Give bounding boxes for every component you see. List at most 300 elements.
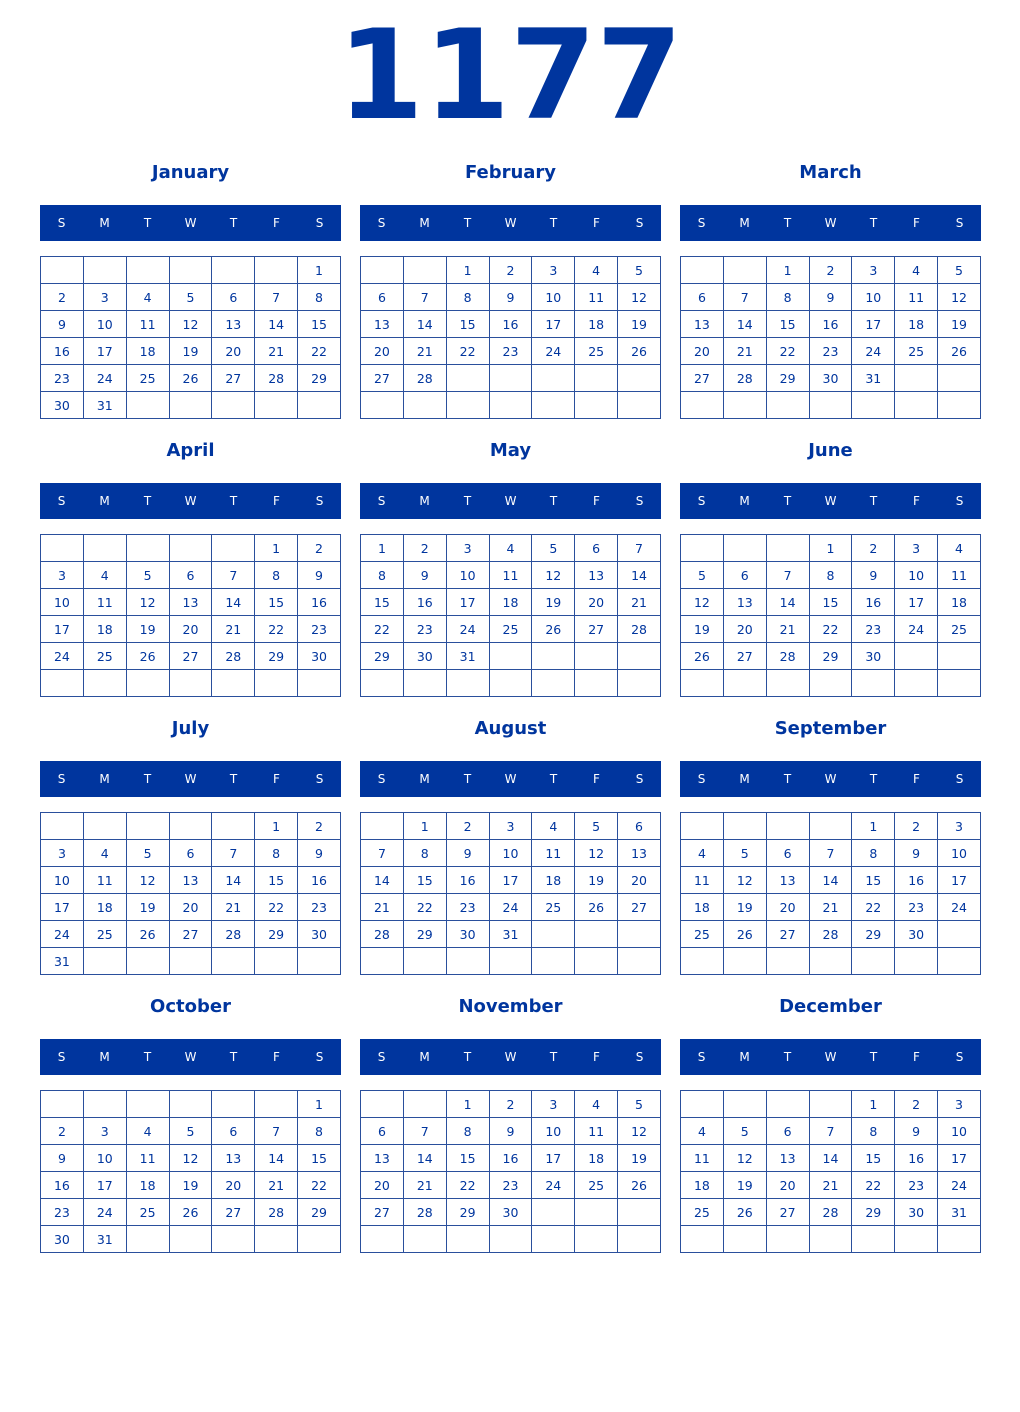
day-cell: 1 xyxy=(852,813,895,840)
day-cell: 21 xyxy=(723,338,766,365)
day-cell: 7 xyxy=(618,535,661,562)
day-cell: 6 xyxy=(766,840,809,867)
month-title: March xyxy=(799,162,862,183)
empty-cell xyxy=(852,948,895,975)
empty-cell xyxy=(895,643,938,670)
day-cell: 7 xyxy=(809,840,852,867)
day-cell: 12 xyxy=(575,840,618,867)
empty-cell xyxy=(723,948,766,975)
day-cell: 14 xyxy=(255,311,298,338)
weekday-label: S xyxy=(377,772,386,786)
week-row xyxy=(681,1172,981,1199)
day-cell: 2 xyxy=(809,257,852,284)
day-cell: 14 xyxy=(809,867,852,894)
day-cell: 16 xyxy=(41,1172,84,1199)
empty-cell xyxy=(575,948,618,975)
weekday-label: F xyxy=(913,1050,920,1064)
day-cell: 17 xyxy=(895,589,938,616)
day-cell: 6 xyxy=(766,1118,809,1145)
empty-cell xyxy=(852,670,895,697)
empty-cell xyxy=(83,813,126,840)
day-cell: 9 xyxy=(298,840,341,867)
day-grid xyxy=(40,1090,341,1253)
day-cell: 28 xyxy=(403,1199,446,1226)
week-row xyxy=(41,1172,341,1199)
weekday-label: S xyxy=(955,216,964,230)
empty-cell xyxy=(938,1226,981,1253)
day-grid xyxy=(40,256,341,419)
day-cell: 17 xyxy=(446,589,489,616)
weekday-label: T xyxy=(869,494,878,508)
empty-cell xyxy=(169,670,212,697)
week-row xyxy=(41,948,341,975)
day-cell: 20 xyxy=(575,589,618,616)
empty-cell xyxy=(169,535,212,562)
day-cell: 19 xyxy=(618,311,661,338)
day-cell: 25 xyxy=(895,338,938,365)
day-cell: 2 xyxy=(895,813,938,840)
empty-cell xyxy=(489,643,532,670)
day-cell: 22 xyxy=(446,1172,489,1199)
day-cell: 7 xyxy=(403,1118,446,1145)
empty-cell xyxy=(126,813,169,840)
day-cell: 4 xyxy=(489,535,532,562)
weekday-label: M xyxy=(419,216,430,230)
day-cell: 16 xyxy=(489,1145,532,1172)
day-cell: 27 xyxy=(212,1199,255,1226)
day-cell: 13 xyxy=(169,867,212,894)
day-cell: 11 xyxy=(489,562,532,589)
day-cell: 4 xyxy=(938,535,981,562)
day-cell: 17 xyxy=(938,867,981,894)
day-cell: 3 xyxy=(41,840,84,867)
week-row xyxy=(681,1226,981,1253)
day-cell: 12 xyxy=(723,1145,766,1172)
empty-cell xyxy=(895,365,938,392)
day-cell: 18 xyxy=(575,311,618,338)
week-row xyxy=(681,894,981,921)
day-cell: 30 xyxy=(298,921,341,948)
week-row xyxy=(361,643,661,670)
day-cell: 22 xyxy=(852,1172,895,1199)
empty-cell xyxy=(809,670,852,697)
day-cell: 17 xyxy=(938,1145,981,1172)
empty-cell xyxy=(255,1091,298,1118)
day-cell: 6 xyxy=(361,1118,404,1145)
day-cell: 6 xyxy=(723,562,766,589)
weekday-label: T xyxy=(783,1050,792,1064)
weekday-header xyxy=(40,1039,341,1075)
empty-cell xyxy=(489,365,532,392)
day-cell: 1 xyxy=(446,1091,489,1118)
day-cell: 22 xyxy=(852,894,895,921)
empty-cell xyxy=(938,948,981,975)
empty-cell xyxy=(575,670,618,697)
day-cell: 6 xyxy=(575,535,618,562)
empty-cell xyxy=(83,535,126,562)
weekday-header xyxy=(40,483,341,519)
day-cell: 13 xyxy=(212,311,255,338)
week-row xyxy=(681,338,981,365)
empty-cell xyxy=(575,921,618,948)
empty-cell xyxy=(766,535,809,562)
day-cell: 14 xyxy=(618,562,661,589)
day-cell: 2 xyxy=(895,1091,938,1118)
empty-cell xyxy=(126,257,169,284)
day-cell: 8 xyxy=(361,562,404,589)
day-cell: 31 xyxy=(938,1199,981,1226)
day-cell: 9 xyxy=(446,840,489,867)
day-cell: 28 xyxy=(809,1199,852,1226)
weekday-label: S xyxy=(315,1050,324,1064)
week-row xyxy=(361,1091,661,1118)
day-cell: 22 xyxy=(403,894,446,921)
weekday-label: F xyxy=(273,216,280,230)
day-cell: 5 xyxy=(126,840,169,867)
day-cell: 30 xyxy=(41,392,84,419)
weekday-header xyxy=(360,761,661,797)
weekday-label: W xyxy=(184,1050,197,1064)
empty-cell xyxy=(766,948,809,975)
week-row xyxy=(41,840,341,867)
week-row xyxy=(681,670,981,697)
day-cell: 29 xyxy=(809,643,852,670)
week-row xyxy=(41,338,341,365)
week-row xyxy=(681,813,981,840)
day-cell: 2 xyxy=(446,813,489,840)
week-row xyxy=(41,1091,341,1118)
week-row xyxy=(41,867,341,894)
empty-cell xyxy=(575,392,618,419)
empty-cell xyxy=(361,670,404,697)
weekday-label: T xyxy=(229,772,238,786)
day-cell: 3 xyxy=(532,257,575,284)
day-cell: 26 xyxy=(169,1199,212,1226)
empty-cell xyxy=(575,365,618,392)
day-cell: 1 xyxy=(446,257,489,284)
day-cell: 28 xyxy=(403,365,446,392)
empty-cell xyxy=(212,535,255,562)
weekday-label: M xyxy=(739,1050,750,1064)
week-row xyxy=(41,813,341,840)
day-cell: 30 xyxy=(489,1199,532,1226)
empty-cell xyxy=(361,948,404,975)
day-cell: 10 xyxy=(532,284,575,311)
day-cell: 9 xyxy=(298,562,341,589)
day-cell: 27 xyxy=(681,365,724,392)
weekday-label: T xyxy=(143,772,152,786)
day-cell: 16 xyxy=(895,1145,938,1172)
empty-cell xyxy=(446,365,489,392)
day-cell: 17 xyxy=(532,1145,575,1172)
day-cell: 12 xyxy=(681,589,724,616)
empty-cell xyxy=(938,365,981,392)
week-row xyxy=(681,1091,981,1118)
day-cell: 4 xyxy=(681,1118,724,1145)
day-cell: 3 xyxy=(489,813,532,840)
empty-cell xyxy=(126,392,169,419)
weekday-label: T xyxy=(783,494,792,508)
day-cell: 8 xyxy=(403,840,446,867)
week-row xyxy=(41,1226,341,1253)
week-row xyxy=(41,535,341,562)
day-cell: 25 xyxy=(489,616,532,643)
empty-cell xyxy=(403,670,446,697)
empty-cell xyxy=(212,670,255,697)
day-cell: 29 xyxy=(361,643,404,670)
day-cell: 3 xyxy=(938,813,981,840)
day-cell: 7 xyxy=(255,284,298,311)
empty-cell xyxy=(212,392,255,419)
empty-cell xyxy=(212,1091,255,1118)
day-cell: 17 xyxy=(852,311,895,338)
day-cell: 16 xyxy=(41,338,84,365)
empty-cell xyxy=(723,813,766,840)
weekday-label: W xyxy=(824,772,837,786)
empty-cell xyxy=(723,1226,766,1253)
empty-cell xyxy=(212,948,255,975)
weekday-label: S xyxy=(635,216,644,230)
weekday-label: T xyxy=(463,216,472,230)
day-cell: 27 xyxy=(618,894,661,921)
day-cell: 31 xyxy=(489,921,532,948)
day-cell: 30 xyxy=(895,921,938,948)
day-cell: 18 xyxy=(895,311,938,338)
day-cell: 1 xyxy=(809,535,852,562)
day-cell: 29 xyxy=(446,1199,489,1226)
day-cell: 13 xyxy=(766,1145,809,1172)
empty-cell xyxy=(681,392,724,419)
day-cell: 12 xyxy=(723,867,766,894)
week-row xyxy=(41,365,341,392)
day-grid xyxy=(680,256,981,419)
day-cell: 28 xyxy=(766,643,809,670)
weekday-label: T xyxy=(783,216,792,230)
week-row xyxy=(41,1199,341,1226)
day-cell: 30 xyxy=(852,643,895,670)
week-row xyxy=(41,589,341,616)
month-title: January xyxy=(151,162,230,183)
empty-cell xyxy=(255,392,298,419)
day-cell: 19 xyxy=(938,311,981,338)
month-title: November xyxy=(458,996,563,1017)
day-cell: 18 xyxy=(681,1172,724,1199)
empty-cell xyxy=(938,643,981,670)
weekday-label: F xyxy=(273,494,280,508)
week-row xyxy=(361,338,661,365)
week-row xyxy=(41,392,341,419)
weekday-label: T xyxy=(549,494,558,508)
week-row xyxy=(361,1199,661,1226)
day-cell: 19 xyxy=(126,894,169,921)
weekday-label: T xyxy=(463,772,472,786)
day-cell: 14 xyxy=(255,1145,298,1172)
day-cell: 27 xyxy=(723,643,766,670)
week-row xyxy=(41,1118,341,1145)
day-cell: 5 xyxy=(723,1118,766,1145)
day-cell: 6 xyxy=(212,284,255,311)
day-cell: 5 xyxy=(618,1091,661,1118)
day-cell: 22 xyxy=(298,1172,341,1199)
day-cell: 23 xyxy=(895,894,938,921)
day-cell: 27 xyxy=(169,643,212,670)
day-cell: 16 xyxy=(298,589,341,616)
day-cell: 21 xyxy=(809,894,852,921)
day-cell: 23 xyxy=(895,1172,938,1199)
day-cell: 27 xyxy=(361,365,404,392)
day-cell: 2 xyxy=(298,535,341,562)
day-cell: 10 xyxy=(938,1118,981,1145)
day-cell: 18 xyxy=(938,589,981,616)
day-cell: 21 xyxy=(212,616,255,643)
day-cell: 22 xyxy=(446,338,489,365)
day-cell: 9 xyxy=(489,1118,532,1145)
day-cell: 29 xyxy=(298,365,341,392)
day-cell: 7 xyxy=(212,840,255,867)
day-cell: 28 xyxy=(618,616,661,643)
day-cell: 11 xyxy=(126,311,169,338)
day-cell: 2 xyxy=(852,535,895,562)
day-cell: 3 xyxy=(532,1091,575,1118)
day-grid xyxy=(40,534,341,697)
day-cell: 2 xyxy=(298,813,341,840)
empty-cell xyxy=(938,392,981,419)
day-cell: 15 xyxy=(255,867,298,894)
day-cell: 4 xyxy=(126,284,169,311)
month-title: August xyxy=(474,718,547,739)
day-cell: 19 xyxy=(681,616,724,643)
day-cell: 26 xyxy=(618,1172,661,1199)
empty-cell xyxy=(41,813,84,840)
weekday-label: W xyxy=(824,1050,837,1064)
empty-cell xyxy=(403,257,446,284)
empty-cell xyxy=(766,1226,809,1253)
day-cell: 6 xyxy=(169,562,212,589)
week-row xyxy=(681,1199,981,1226)
weekday-label: F xyxy=(593,494,600,508)
weekday-label: M xyxy=(419,1050,430,1064)
day-cell: 24 xyxy=(83,365,126,392)
day-cell: 8 xyxy=(766,284,809,311)
weekday-label: M xyxy=(739,494,750,508)
day-cell: 23 xyxy=(41,365,84,392)
day-cell: 10 xyxy=(446,562,489,589)
month-title: September xyxy=(774,718,887,739)
week-row xyxy=(361,813,661,840)
day-cell: 13 xyxy=(766,867,809,894)
day-cell: 26 xyxy=(126,921,169,948)
day-cell: 14 xyxy=(212,867,255,894)
day-cell: 27 xyxy=(766,921,809,948)
day-cell: 3 xyxy=(41,562,84,589)
day-cell: 4 xyxy=(532,813,575,840)
empty-cell xyxy=(361,1091,404,1118)
day-cell: 23 xyxy=(446,894,489,921)
weekday-label: S xyxy=(57,1050,66,1064)
week-row xyxy=(361,392,661,419)
day-cell: 24 xyxy=(852,338,895,365)
day-cell: 3 xyxy=(446,535,489,562)
week-row xyxy=(361,284,661,311)
day-cell: 31 xyxy=(446,643,489,670)
day-cell: 2 xyxy=(41,1118,84,1145)
empty-cell xyxy=(169,392,212,419)
empty-cell xyxy=(169,813,212,840)
day-cell: 9 xyxy=(403,562,446,589)
empty-cell xyxy=(809,1091,852,1118)
month-title: June xyxy=(808,440,853,461)
day-cell: 22 xyxy=(361,616,404,643)
day-cell: 20 xyxy=(212,1172,255,1199)
weekday-label: T xyxy=(549,1050,558,1064)
empty-cell xyxy=(618,921,661,948)
day-cell: 16 xyxy=(895,867,938,894)
empty-cell xyxy=(532,643,575,670)
day-cell: 15 xyxy=(766,311,809,338)
day-cell: 21 xyxy=(403,338,446,365)
day-cell: 11 xyxy=(83,589,126,616)
day-cell: 30 xyxy=(446,921,489,948)
day-cell: 15 xyxy=(403,867,446,894)
weekday-label: T xyxy=(229,494,238,508)
day-cell: 13 xyxy=(723,589,766,616)
weekday-label: W xyxy=(184,494,197,508)
weekday-label: S xyxy=(315,216,324,230)
day-cell: 16 xyxy=(298,867,341,894)
day-cell: 26 xyxy=(126,643,169,670)
empty-cell xyxy=(255,670,298,697)
empty-cell xyxy=(575,1226,618,1253)
day-cell: 20 xyxy=(169,894,212,921)
day-cell: 6 xyxy=(618,813,661,840)
day-cell: 23 xyxy=(852,616,895,643)
week-row xyxy=(41,894,341,921)
empty-cell xyxy=(361,813,404,840)
day-cell: 27 xyxy=(361,1199,404,1226)
empty-cell xyxy=(489,948,532,975)
weekday-label: W xyxy=(504,494,517,508)
day-cell: 26 xyxy=(169,365,212,392)
weekday-label: T xyxy=(143,494,152,508)
day-cell: 4 xyxy=(575,1091,618,1118)
day-cell: 3 xyxy=(895,535,938,562)
weekday-label: S xyxy=(635,494,644,508)
weekday-label: M xyxy=(99,216,110,230)
weekday-label: S xyxy=(377,216,386,230)
day-cell: 11 xyxy=(126,1145,169,1172)
weekday-label: S xyxy=(955,1050,964,1064)
day-cell: 6 xyxy=(681,284,724,311)
day-cell: 11 xyxy=(575,1118,618,1145)
empty-cell xyxy=(83,670,126,697)
day-cell: 26 xyxy=(532,616,575,643)
month-title: October xyxy=(150,996,231,1017)
weekday-label: F xyxy=(593,1050,600,1064)
day-cell: 27 xyxy=(169,921,212,948)
week-row xyxy=(681,311,981,338)
day-cell: 4 xyxy=(575,257,618,284)
week-row xyxy=(41,921,341,948)
weekday-label: S xyxy=(955,494,964,508)
empty-cell xyxy=(938,921,981,948)
day-grid xyxy=(40,812,341,975)
day-grid xyxy=(360,256,661,419)
day-cell: 14 xyxy=(809,1145,852,1172)
weekday-label: S xyxy=(57,216,66,230)
weekday-label: T xyxy=(549,772,558,786)
weekday-label: M xyxy=(419,494,430,508)
empty-cell xyxy=(489,1226,532,1253)
